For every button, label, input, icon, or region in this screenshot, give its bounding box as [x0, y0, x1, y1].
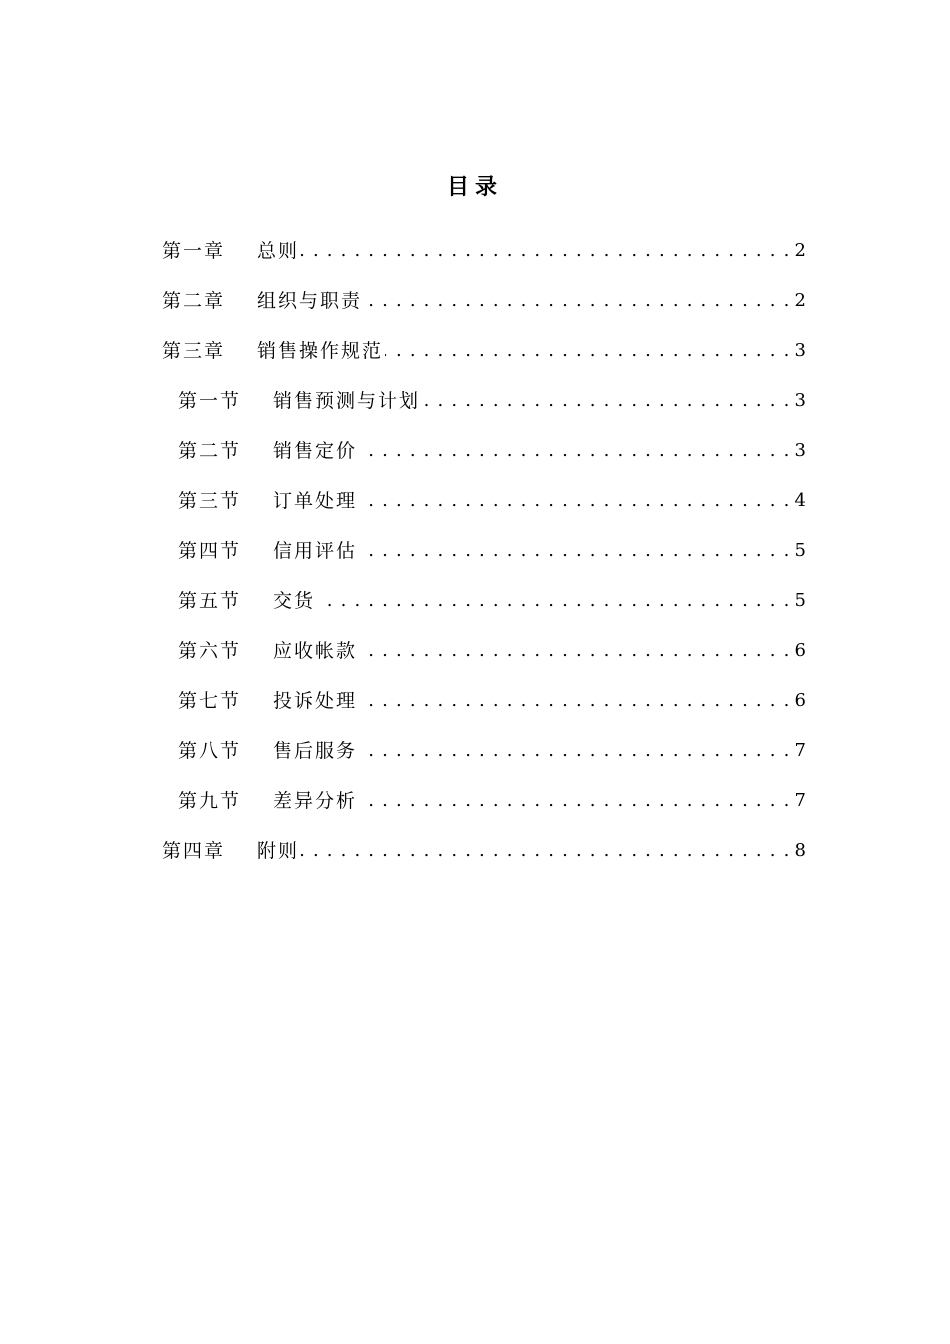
toc-leader-dots	[359, 726, 791, 776]
toc-entry-name: 投诉处理	[273, 690, 358, 712]
toc-entry-name: 销售预测与计划	[273, 390, 421, 412]
toc-entry-number: 第三章	[162, 340, 226, 362]
toc-entry[interactable]	[178, 476, 806, 526]
toc-leader-dots	[422, 376, 791, 426]
toc-entry[interactable]	[178, 776, 806, 826]
toc-entry-number: 第一章	[162, 240, 226, 262]
toc-entry-number: 第一节	[178, 390, 242, 412]
toc-entry-number: 第七节	[178, 690, 242, 712]
toc-entry-page: 6	[794, 690, 806, 711]
toc-entry-number: 第六节	[178, 640, 242, 662]
toc-entry[interactable]	[178, 626, 806, 676]
toc-entry-name: 差异分析	[273, 790, 358, 812]
toc-entry-page: 7	[794, 740, 806, 761]
toc-leader-dots	[385, 326, 791, 376]
toc-entry-page: 2	[794, 290, 806, 311]
toc-entry-name: 销售定价	[273, 440, 358, 462]
toc-entry-name: 信用评估	[273, 540, 358, 562]
toc-entry[interactable]	[162, 276, 806, 326]
toc-leader-dots	[359, 426, 791, 476]
toc-entry-number: 第二节	[178, 440, 242, 462]
toc-entry[interactable]	[162, 826, 806, 876]
toc-entry-number: 第九节	[178, 790, 242, 812]
toc-entry-page: 5	[794, 590, 806, 611]
toc-leader-dots	[359, 776, 791, 826]
toc-entry-number: 第二章	[162, 290, 226, 312]
toc-entry-number: 第三节	[178, 490, 242, 512]
toc-entry[interactable]	[178, 376, 806, 426]
toc-entry-name: 组织与职责	[257, 290, 363, 312]
toc-entry[interactable]	[178, 576, 806, 626]
toc-entry[interactable]	[178, 426, 806, 476]
toc-entry-page: 5	[794, 540, 806, 561]
toc-entry-number: 第四章	[162, 840, 226, 862]
toc-entry-name: 应收帐款	[273, 640, 358, 662]
toc-leader-dots	[301, 226, 791, 276]
toc-entry-name: 总则	[257, 240, 300, 262]
toc-entry[interactable]	[162, 226, 806, 276]
toc-entry[interactable]	[178, 526, 806, 576]
toc-entry-page: 7	[794, 790, 806, 811]
toc-entry[interactable]	[178, 676, 806, 726]
toc-title: 目录	[446, 175, 503, 200]
toc-entry-name: 售后服务	[273, 740, 358, 762]
toc-leader-dots	[364, 276, 791, 326]
toc-entry-number: 第八节	[178, 740, 242, 762]
toc-entry-page: 3	[794, 390, 806, 411]
toc-entry-page: 3	[794, 440, 806, 461]
toc-entry-page: 8	[794, 840, 806, 861]
toc-entry[interactable]	[162, 326, 806, 376]
toc-leader-dots	[359, 676, 791, 726]
toc-entry-page: 6	[794, 640, 806, 661]
toc-entry[interactable]	[178, 726, 806, 776]
toc-entry-page: 4	[794, 490, 806, 511]
toc-leader-dots	[359, 526, 791, 576]
toc-leader-dots	[317, 576, 791, 626]
toc-leader-dots	[301, 826, 791, 876]
toc-entry-number: 第四节	[178, 540, 242, 562]
toc-entry-name: 附则	[257, 840, 300, 862]
toc-entry-page: 3	[794, 340, 806, 361]
toc-leader-dots	[359, 476, 791, 526]
toc-leader-dots	[359, 626, 791, 676]
toc-entry-number: 第五节	[178, 590, 242, 612]
toc-entry-name: 销售操作规范	[257, 340, 384, 362]
toc-entry-name: 订单处理	[273, 490, 358, 512]
toc-entry-name: 交货	[273, 590, 316, 612]
toc-entry-page: 2	[794, 240, 806, 261]
